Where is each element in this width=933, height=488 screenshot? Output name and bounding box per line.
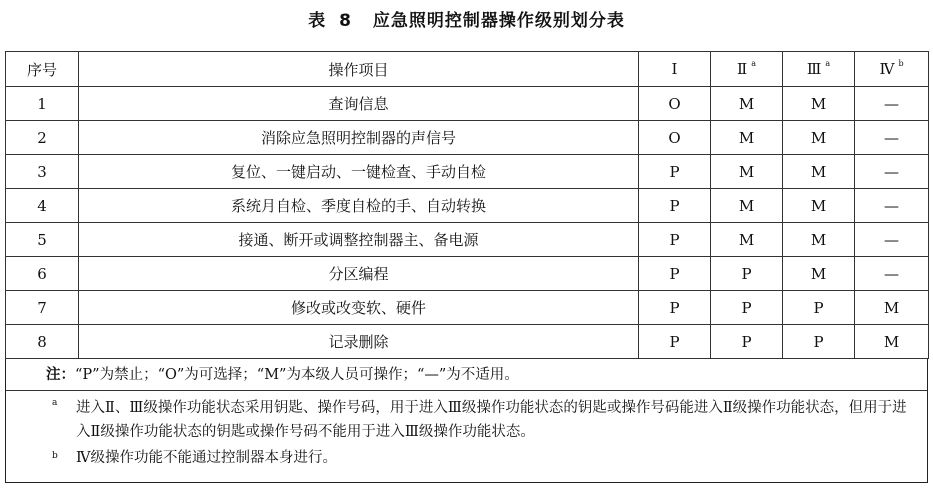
cell-item: 修改或改变软、硬件: [79, 291, 639, 325]
cell-l4: —: [855, 87, 929, 121]
cell-item: 记录删除: [79, 325, 639, 359]
cell-l2: P: [711, 291, 783, 325]
table-title: [0, 6, 933, 31]
cell-seq: 2: [6, 121, 79, 155]
note-main: [6, 359, 927, 391]
footnote-mark-b: b: [898, 59, 904, 68]
notes-box: [5, 359, 928, 483]
cell-item: 接通、断开或调整控制器主、备电源: [79, 223, 639, 257]
cell-item: 复位、一键启动、一键检查、手动自检: [79, 155, 639, 189]
table-row: [6, 189, 929, 223]
cell-item: 系统月自检、季度自检的手、自动转换: [79, 189, 639, 223]
table-row: [6, 223, 929, 257]
note-text: “P”为禁止；“O”为可选择；“M”为本级人员可操作；“—”为不适用。: [75, 367, 519, 383]
cell-l4: M: [855, 325, 929, 359]
footnote-a-text: 进入Ⅱ、Ⅲ级操作功能状态采用钥匙、操作号码，用于进入Ⅲ级操作功能状态的钥匙或操作号码能进入Ⅱ级操作功能状态，但用于进入Ⅱ级操作功能状态的钥匙或操作号码不能用于进入Ⅲ级操作功能状态。: [76, 400, 907, 440]
table-row: [6, 121, 929, 155]
cell-l2: M: [711, 189, 783, 223]
cell-l2: M: [711, 223, 783, 257]
cell-l1: O: [639, 87, 711, 121]
cell-l1: P: [639, 291, 711, 325]
table-title-text: 应急照明控制器操作级别划分表: [372, 11, 625, 31]
cell-seq: 7: [6, 291, 79, 325]
cell-item: 分区编程: [79, 257, 639, 291]
cell-l1: O: [639, 121, 711, 155]
cell-l3: M: [783, 155, 855, 189]
table-row: [6, 291, 929, 325]
table-row: [6, 325, 929, 359]
cell-seq: 8: [6, 325, 79, 359]
cell-l3: M: [783, 121, 855, 155]
cell-l2: M: [711, 121, 783, 155]
cell-l4: —: [855, 155, 929, 189]
header-level-3: Ⅲ $^a$: [783, 52, 855, 87]
cell-l1: P: [639, 189, 711, 223]
cell-l2: M: [711, 87, 783, 121]
header-level-2: Ⅱ $^a$: [711, 52, 783, 87]
table-header-row: [6, 52, 929, 87]
cell-l3: M: [783, 223, 855, 257]
cell-item: 消除应急照明控制器的声信号: [79, 121, 639, 155]
operation-level-table: [5, 51, 929, 359]
table-row: [6, 257, 929, 291]
header-level-4: Ⅳ $^b$: [855, 52, 929, 87]
cell-l1: P: [639, 257, 711, 291]
footnote-mark-a: a: [751, 59, 756, 68]
cell-l2: P: [711, 257, 783, 291]
cell-seq: 3: [6, 155, 79, 189]
cell-l1: P: [639, 325, 711, 359]
footnote-a-mark: a: [52, 398, 58, 408]
cell-l3: P: [783, 291, 855, 325]
footnote-mark-a: a: [825, 59, 831, 68]
cell-seq: 4: [6, 189, 79, 223]
cell-l1: P: [639, 155, 711, 189]
cell-l4: —: [855, 257, 929, 291]
cell-l3: P: [783, 325, 855, 359]
cell-item: 查询信息: [79, 87, 639, 121]
footnote-a: [6, 391, 927, 444]
table-row: [6, 155, 929, 189]
table-row: [6, 87, 929, 121]
table-title-label: 表: [308, 11, 327, 31]
cell-l3: M: [783, 87, 855, 121]
cell-seq: 6: [6, 257, 79, 291]
cell-l4: —: [855, 121, 929, 155]
cell-l2: P: [711, 325, 783, 359]
table-title-number: 8: [339, 11, 352, 31]
header-item: 操作项目: [79, 52, 639, 87]
cell-seq: 1: [6, 87, 79, 121]
cell-l4: M: [855, 291, 929, 325]
cell-l3: M: [783, 257, 855, 291]
cell-l4: —: [855, 189, 929, 223]
header-seq: 序号: [6, 52, 79, 87]
footnote-b-text: Ⅳ级操作功能不能通过控制器本身进行。: [76, 450, 337, 466]
cell-seq: 5: [6, 223, 79, 257]
cell-l2: M: [711, 155, 783, 189]
cell-l4: —: [855, 223, 929, 257]
footnote-b: [6, 444, 927, 470]
header-level-1: Ⅰ: [639, 52, 711, 87]
cell-l3: M: [783, 189, 855, 223]
footnote-b-mark: b: [52, 451, 58, 461]
note-label: 注：: [46, 366, 75, 383]
cell-l1: P: [639, 223, 711, 257]
